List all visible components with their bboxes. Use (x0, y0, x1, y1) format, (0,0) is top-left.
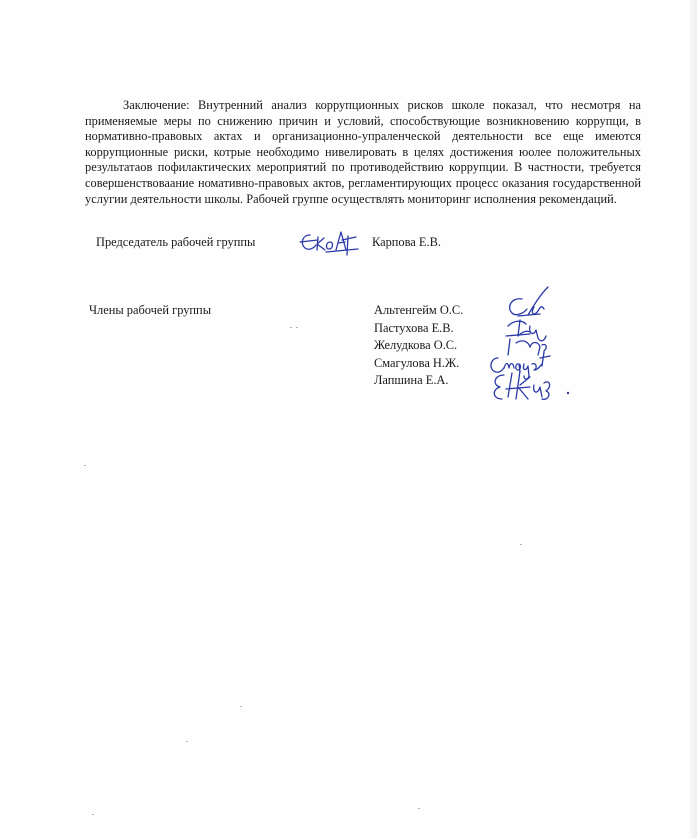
scan-speck (296, 327, 298, 328)
scan-speck (186, 741, 188, 742)
member-name: Альтенгейм О.С. (374, 303, 464, 317)
scan-speck (418, 808, 420, 809)
member-name: Желудкова О.С. (374, 338, 458, 353)
chair-signature (296, 228, 366, 258)
scan-speck (520, 544, 522, 545)
scan-speck (240, 706, 242, 707)
scan-speck (290, 327, 292, 328)
scan-edge (689, 0, 697, 838)
members-list (374, 302, 463, 390)
member-signature (486, 367, 572, 405)
member-name: Смагулова Н.Ж. (374, 355, 460, 370)
members-label: Члены рабочей группы (89, 303, 212, 317)
scan-speck (84, 465, 86, 466)
member-name: Лапшина Е.А. (374, 373, 449, 388)
chair-name: Карпова Е.В. (372, 235, 441, 249)
conclusion-paragraph: Заключение: Внутренний анализ коррупционных рисков школе показал, что несмотря на применяемые меры по снижению причин и условий, способствующие возникновению коррупци, в нормативно-правовых актах и организационно-упраленческой деятельности все еще имеются коррупционные риски, котрые необходимо нивелировать в целях достижения юолее положительных результатаов пофилактических мероприятий по противодействию коррупции. В частности, требуется совершенствоваание номативно-правовых актов, регламентирующих процесс оказания государственной услугии деятельности школы. Рабочей группе осуществлять мониторинг исполнения рекомендаций. (85, 98, 641, 206)
chair-label: Председатель рабочей группы (96, 235, 256, 249)
member-name: Пастухова Е.В. (374, 320, 454, 335)
scan-speck (92, 814, 94, 815)
ink-dot (567, 392, 569, 394)
